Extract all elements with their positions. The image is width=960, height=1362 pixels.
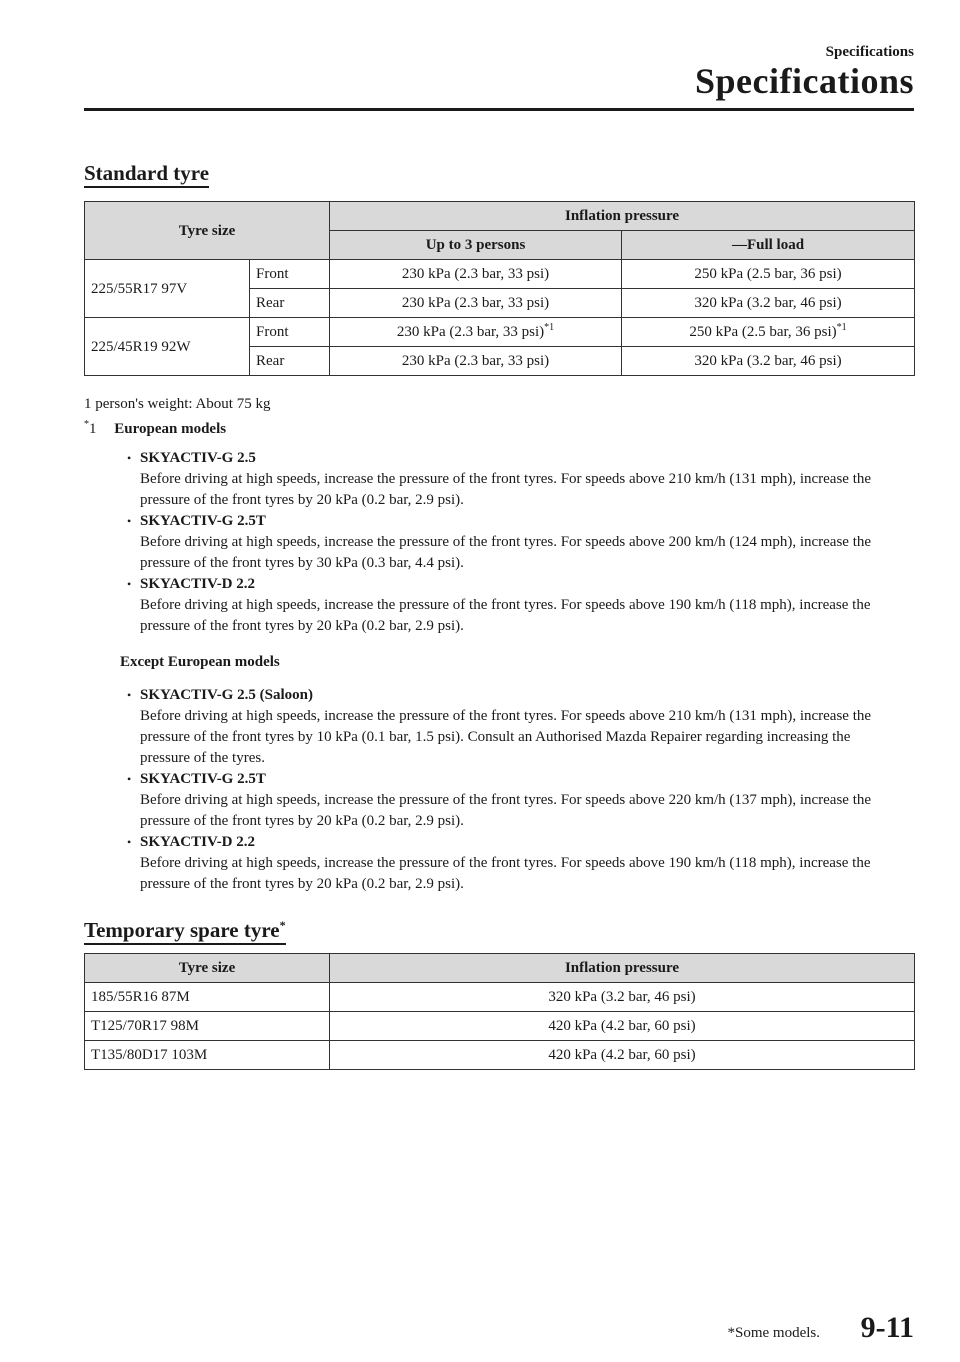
footnote-european <box>84 415 226 439</box>
standard-tyre-title <box>84 162 209 188</box>
col-header-tyre-size: Tyre size <box>85 202 330 260</box>
european-models-list <box>120 448 880 637</box>
list-item <box>120 511 880 574</box>
header-chapter-title: Specifications <box>695 61 914 101</box>
list-item <box>120 574 880 637</box>
table-row <box>85 1041 915 1070</box>
pressure-up-cell: 230 kPa (2.3 bar, 33 psi) <box>330 260 622 289</box>
tyre-size-cell: 225/45R19 92W <box>85 318 250 376</box>
pressure-value: 250 kPa (2.5 bar, 36 psi) <box>689 324 837 340</box>
position-cell: Rear <box>250 289 330 318</box>
pressure-full-cell: 250 kPa (2.5 bar, 36 psi) <box>622 260 915 289</box>
engine-text: Before driving at high speeds, increase the pressure of the front tyres. For speeds above 190 km/h (118 mph), increase the pressure of the front tyres by 20 kPa (0.2 bar, 2.9 psi). <box>140 855 871 892</box>
footnote-ref: *1 <box>544 322 555 333</box>
page-number: 9-11 <box>860 1311 914 1344</box>
pressure-cell: 420 kPa (4.2 bar, 60 psi) <box>330 1041 915 1070</box>
pressure-full-cell: 320 kPa (3.2 bar, 46 psi) <box>622 289 915 318</box>
col-header-tyre-size: Tyre size <box>85 954 330 983</box>
col-header-up-to-3: Up to 3 persons <box>330 231 622 260</box>
except-european-list <box>120 652 880 895</box>
tyre-size-cell: T135/80D17 103M <box>85 1041 330 1070</box>
engine-text: Before driving at high speeds, increase the pressure of the front tyres. For speeds above 200 km/h (124 mph), increase the pressure of the front tyres by 30 kPa (0.3 bar, 4.4 psi). <box>140 534 872 571</box>
engine-text: Before driving at high speeds, increase the pressure of the front tyres. For speeds above 190 km/h (118 mph), increase the pressure of the front tyres by 20 kPa (0.2 bar, 2.9 psi). <box>140 597 871 634</box>
bullet-icon: • <box>127 835 132 849</box>
col-header-full-load: ―Full load <box>622 231 915 260</box>
footnote-number: 1 <box>89 421 97 437</box>
engine-title: SKYACTIV-D 2.2 <box>140 576 256 592</box>
footnote-ref: *1 <box>836 322 847 333</box>
bullet-icon: • <box>127 688 132 702</box>
spare-tyre-title <box>84 914 286 945</box>
footnote-star: * <box>84 419 89 430</box>
spare-tyre-title-text: Temporary spare tyre <box>84 918 280 942</box>
list-item <box>120 685 880 769</box>
weight-note: 1 person's weight: About 75 kg <box>84 396 271 412</box>
engine-title: SKYACTIV-G 2.5T <box>140 771 266 787</box>
tyre-size-cell: 225/55R17 97V <box>85 260 250 318</box>
bullet-icon: • <box>127 514 132 528</box>
except-european-label: Except European models <box>120 654 280 670</box>
col-header-inflation: Inflation pressure <box>330 202 915 231</box>
pressure-value: 230 kPa (2.3 bar, 33 psi) <box>396 324 545 340</box>
table-row <box>85 318 915 347</box>
engine-title: SKYACTIV-G 2.5 (Saloon) <box>140 687 313 703</box>
pressure-cell: 420 kPa (4.2 bar, 60 psi) <box>330 1012 915 1041</box>
pressure-up-cell <box>330 318 622 347</box>
header-rule <box>84 108 914 111</box>
engine-title: SKYACTIV-D 2.2 <box>140 834 256 850</box>
header-chapter-label: Specifications <box>825 44 914 60</box>
standard-tyre-title-text: Standard tyre <box>84 161 210 185</box>
tyre-size-cell: T125/70R17 98M <box>85 1012 330 1041</box>
col-header-inflation: Inflation pressure <box>330 954 915 983</box>
pressure-up-cell: 230 kPa (2.3 bar, 33 psi) <box>330 289 622 318</box>
engine-text: Before driving at high speeds, increase the pressure of the front tyres. For speeds above 210 km/h (131 mph), increase the pressure of the front tyres by 20 kPa (0.2 bar, 2.9 psi). <box>140 471 872 508</box>
some-models-marker: * <box>279 918 286 932</box>
bullet-icon: • <box>127 451 132 465</box>
position-cell: Front <box>250 318 330 347</box>
pressure-full-cell: 320 kPa (3.2 bar, 46 psi) <box>622 347 915 376</box>
pressure-full-cell <box>622 318 915 347</box>
position-cell: Rear <box>250 347 330 376</box>
pressure-cell: 320 kPa (3.2 bar, 46 psi) <box>330 983 915 1012</box>
table-row <box>85 260 915 289</box>
footnote-label: European models <box>114 421 227 437</box>
some-models-note: *Some models. <box>727 1325 820 1341</box>
list-item <box>120 448 880 511</box>
engine-text: Before driving at high speeds, increase the pressure of the front tyres. For speeds above 220 km/h (137 mph), increase the pressure of the front tyres by 20 kPa (0.2 bar, 2.9 psi). <box>140 792 872 829</box>
standard-tyre-table <box>84 201 915 376</box>
tyre-size-cell: 185/55R16 87M <box>85 983 330 1012</box>
list-item <box>120 769 880 832</box>
footnote-marker <box>84 421 97 437</box>
position-cell: Front <box>250 260 330 289</box>
engine-title: SKYACTIV-G 2.5T <box>140 513 266 529</box>
list-item <box>120 832 880 895</box>
pressure-up-cell: 230 kPa (2.3 bar, 33 psi) <box>330 347 622 376</box>
bullet-icon: • <box>127 772 132 786</box>
spare-tyre-table <box>84 953 915 1070</box>
table-row <box>85 983 915 1012</box>
engine-title: SKYACTIV-G 2.5 <box>140 450 256 466</box>
bullet-icon: • <box>127 577 132 591</box>
table-row <box>85 1012 915 1041</box>
engine-text: Before driving at high speeds, increase the pressure of the front tyres. For speeds above 210 km/h (131 mph), increase the pressure of the front tyres by 10 kPa (0.1 bar, 1.5 psi). Consult an Authorised Mazda Repairer regarding increasing the pressure of the tyres. <box>140 708 872 766</box>
